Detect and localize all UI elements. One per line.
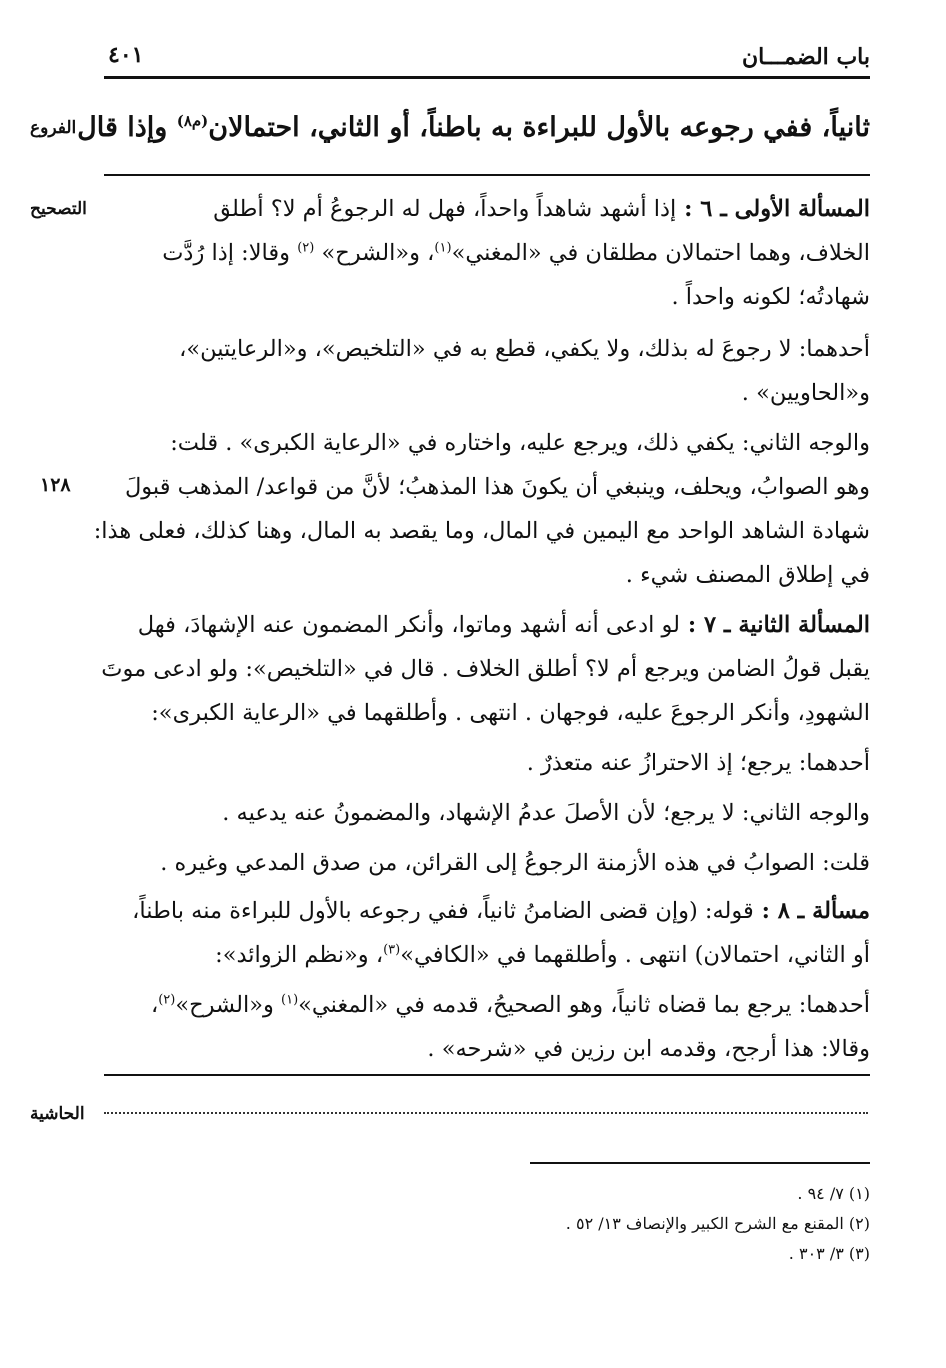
footnote-marker-2: (٢) xyxy=(297,240,315,256)
footnote-marker-5: (٢) xyxy=(158,992,176,1008)
issue-3-text: قوله: (وإن قضى الضامنُ ثانياً، ففي رجوعه بالأول للبراءة منه باطناً، xyxy=(132,898,754,924)
margin-page-reference: ١٢٨ xyxy=(40,474,71,496)
body-line-1 xyxy=(80,196,870,222)
issue-2-heading: المسألة الثانية ـ ٧ : xyxy=(680,612,870,638)
footnote-3: (٣) ٣/ ٣٠٣ . xyxy=(788,1244,870,1263)
footnote-1: (١) ٧/ ٩٤ . xyxy=(797,1184,870,1203)
page-number: ٤٠١ xyxy=(108,42,144,68)
furu-text-suffix: وإذا قال xyxy=(77,112,177,143)
body-line-18 xyxy=(80,992,870,1018)
furu-text-prefix: ثانياً، ففي رجوعه بالأول للبراءة به باطناً، أو الثاني، احتمالان xyxy=(208,112,870,143)
line-17-part-a: أو الثاني، احتمالان) انتهى . وأطلقهما في «الكافي» xyxy=(400,942,870,968)
footnote-marker-1: (١) xyxy=(434,240,452,256)
furu-footnote-marker: (م٨) xyxy=(176,112,209,130)
body-line-3: شهادتُه؛ لكونه واحداً . xyxy=(671,284,870,310)
line-18-part-b: و«الشرح» xyxy=(175,992,282,1018)
line-2-part-a: الخلاف، وهما احتمالان مطلقان في «المغني» xyxy=(451,240,870,266)
line-2-part-c: وقالا: إذا رُدَّت xyxy=(162,240,298,266)
body-line-17 xyxy=(80,942,870,968)
footnote-marker-3: (٣) xyxy=(383,942,401,958)
section-divider-top xyxy=(104,174,870,176)
section-divider-bottom xyxy=(104,1074,870,1076)
issue-1-heading: المسألة الأولى ـ ٦ : xyxy=(676,196,870,222)
body-line-15: قلت: الصوابُ في هذه الأزمنة الرجوعُ إلى القرائن، من صدق المدعي وغيره . xyxy=(160,850,870,876)
body-line-6: والوجه الثاني: يكفي ذلك، ويرجع عليه، واختاره في «الرعاية الكبرى» . قلت: xyxy=(170,430,870,456)
footnote-rule xyxy=(530,1162,870,1164)
body-line-13: أحدهما: يرجع؛ إذ الاحترازُ عنه متعذرٌ . xyxy=(526,750,870,776)
furu-text-line xyxy=(77,112,870,143)
line-18-part-a: أحدهما: يرجع بما قضاه ثانياً، وهو الصحيحُ، قدمه في «المغني» xyxy=(298,992,870,1018)
body-line-8: شهادة الشاهد الواحد مع اليمين في المال، وما يقصد به المال، وهنا كذلك، فعلى هذا: xyxy=(93,518,870,544)
line-17-part-b: ، و«نظم الزوائد»: xyxy=(215,942,384,968)
header-rule xyxy=(104,76,870,79)
body-line-16 xyxy=(80,898,870,924)
margin-label-furu: الفروع xyxy=(30,118,77,138)
body-line-7: وهو الصوابُ، ويحلف، وينبغي أن يكونَ هذا المذهبُ؛ لأنَّ من قواعد/ المذهب قبولَ xyxy=(124,474,870,500)
issue-3-heading: مسألة ـ ٨ : xyxy=(753,898,870,924)
footnote-2: (٢) المقنع مع الشرح الكبير والإنصاف ١٣/ ٥٢ . xyxy=(565,1214,870,1233)
body-line-14: والوجه الثاني: لا يرجع؛ لأن الأصلَ عدمُ الإشهاد، والمضمونُ عنه يدعيه . xyxy=(222,800,870,826)
body-line-19: وقالا: هذا أرجح، وقدمه ابن رزين في «شرحه» . xyxy=(427,1036,870,1062)
body-line-12: الشهودِ، وأنكر الرجوعَ عليه، فوجهان . انتهى . وأطلقهما في «الرعاية الكبرى»: xyxy=(151,700,870,726)
body-line-11: يقبل قولُ الضامن ويرجع أم لا؟ أطلق الخلاف . قال في «التلخيص»: ولو ادعى موتَ xyxy=(101,656,870,682)
line-18-part-c: ، xyxy=(150,992,159,1018)
margin-label-hashiya: الحاشية xyxy=(30,1104,85,1124)
margin-label-tashih: التصحيح xyxy=(30,199,87,219)
hashiya-dotted-line xyxy=(104,1110,868,1114)
body-line-10 xyxy=(80,612,870,638)
body-line-4: أحدهما: لا رجوعَ له بذلك، ولا يكفي، قطع به في «التلخيص»، و«الرعايتين»، xyxy=(179,336,870,362)
body-line-2 xyxy=(80,240,870,266)
footnote-marker-4: (١) xyxy=(281,992,299,1008)
body-line-5: و«الحاويين» . xyxy=(741,380,870,406)
issue-2-text: لو ادعى أنه أشهد وماتوا، وأنكر المضمون عنه الإشهادَ، فهل xyxy=(137,612,680,638)
line-2-part-b: ، و«الشرح» xyxy=(314,240,435,266)
running-head-title: باب الضمـــان xyxy=(741,44,870,70)
issue-1-text: إذا أشهد شاهداً واحداً، فهل له الرجوعُ أم لا؟ أطلق xyxy=(213,196,677,222)
body-line-9: في إطلاق المصنف شيء . xyxy=(625,562,870,588)
